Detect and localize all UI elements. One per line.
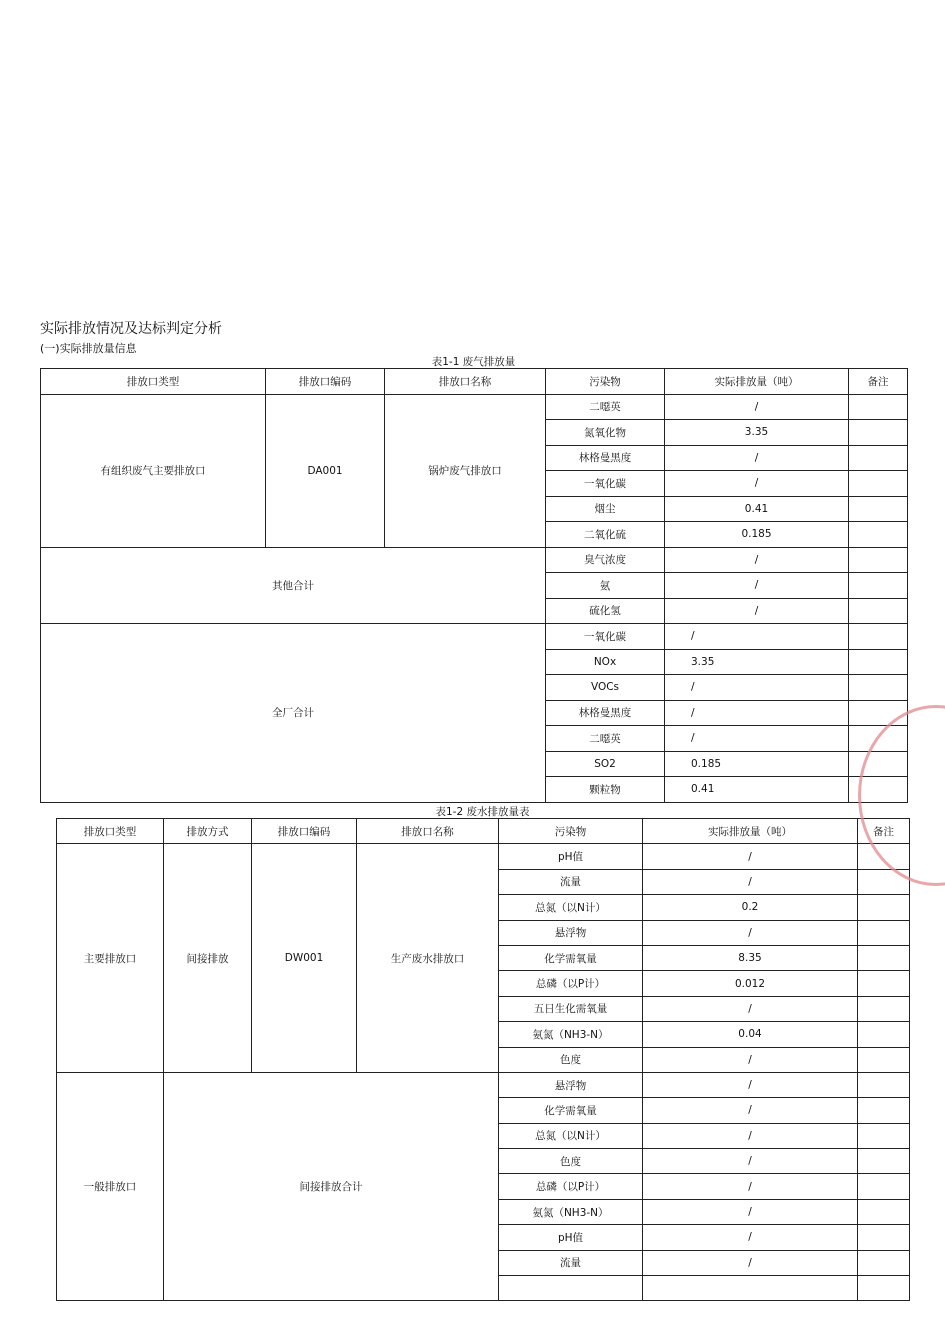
pollutant-cell: 色度 bbox=[499, 1047, 643, 1072]
wastewater-emission-table bbox=[56, 818, 910, 1301]
remark-cell bbox=[858, 945, 910, 970]
remark-cell bbox=[849, 573, 908, 599]
value-cell: / bbox=[643, 869, 858, 894]
indirect-total-label: 间接排放合计 bbox=[164, 1072, 499, 1301]
table-row bbox=[41, 624, 908, 650]
remark-cell bbox=[858, 1047, 910, 1072]
value-cell: / bbox=[643, 1123, 858, 1148]
header-cell: 排放方式 bbox=[164, 819, 252, 844]
header-cell: 实际排放量（吨） bbox=[643, 819, 858, 844]
discharge-method-cell: 间接排放 bbox=[164, 844, 252, 1073]
pollutant-cell: 二噁英 bbox=[546, 394, 665, 420]
air-table-caption: 表1-1 废气排放量 bbox=[431, 356, 516, 368]
value-cell: 0.012 bbox=[643, 971, 858, 996]
pollutant-cell: 色度 bbox=[499, 1149, 643, 1174]
value-cell: 3.35 bbox=[665, 420, 849, 446]
value-cell: / bbox=[643, 1149, 858, 1174]
value-cell: / bbox=[665, 675, 849, 701]
header-cell: 排放口名称 bbox=[357, 819, 499, 844]
pollutant-cell bbox=[499, 1276, 643, 1301]
table-row bbox=[41, 394, 908, 420]
header-cell: 污染物 bbox=[499, 819, 643, 844]
pollutant-cell: 流量 bbox=[499, 869, 643, 894]
pollutant-cell: 化学需氧量 bbox=[499, 1098, 643, 1123]
outlet-code-cell: DA001 bbox=[266, 394, 385, 547]
value-cell: 0.185 bbox=[665, 751, 849, 777]
pollutant-cell: 硫化氢 bbox=[546, 598, 665, 624]
header-cell: 排放口编码 bbox=[266, 369, 385, 395]
pollutant-cell: 总氮（以N计） bbox=[499, 895, 643, 920]
remark-cell bbox=[849, 675, 908, 701]
pollutant-cell: NOx bbox=[546, 649, 665, 675]
remark-cell bbox=[849, 471, 908, 497]
pollutant-cell: 化学需氧量 bbox=[499, 945, 643, 970]
remark-cell bbox=[858, 920, 910, 945]
header-cell: 污染物 bbox=[546, 369, 665, 395]
value-cell: / bbox=[643, 1047, 858, 1072]
table-row bbox=[41, 547, 908, 573]
value-cell: / bbox=[643, 1199, 858, 1224]
remark-cell bbox=[858, 1250, 910, 1275]
value-cell: / bbox=[665, 471, 849, 497]
value-cell: 0.185 bbox=[665, 522, 849, 548]
remark-cell bbox=[849, 598, 908, 624]
value-cell: 3.35 bbox=[665, 649, 849, 675]
page-title: 实际排放情况及达标判定分析 bbox=[40, 321, 222, 337]
pollutant-cell: 一氧化碳 bbox=[546, 471, 665, 497]
section-subtitle: (一)实际排放量信息 bbox=[40, 342, 137, 355]
header-cell: 排放口类型 bbox=[41, 369, 266, 395]
value-cell: / bbox=[665, 445, 849, 471]
pollutant-cell: pH值 bbox=[499, 844, 643, 869]
outlet-type-cell: 有组织废气主要排放口 bbox=[41, 394, 266, 547]
pollutant-cell: SO2 bbox=[546, 751, 665, 777]
remark-cell bbox=[849, 420, 908, 446]
pollutant-cell: pH值 bbox=[499, 1225, 643, 1250]
pollutant-cell: 烟尘 bbox=[546, 496, 665, 522]
table-header-row bbox=[57, 819, 910, 844]
remark-cell bbox=[849, 624, 908, 650]
header-cell: 排放口类型 bbox=[57, 819, 164, 844]
water-table-caption: 表1-2 废水排放量表 bbox=[435, 806, 530, 818]
header-cell: 排放口名称 bbox=[385, 369, 546, 395]
pollutant-cell: 总磷（以P计） bbox=[499, 971, 643, 996]
outlet-name-cell: 生产废水排放口 bbox=[357, 844, 499, 1073]
remark-cell bbox=[849, 522, 908, 548]
value-cell: 0.2 bbox=[643, 895, 858, 920]
pollutant-cell: 二噁英 bbox=[546, 726, 665, 752]
header-cell: 备注 bbox=[858, 819, 910, 844]
remark-cell bbox=[858, 1072, 910, 1097]
pollutant-cell: VOCs bbox=[546, 675, 665, 701]
value-cell: / bbox=[643, 1225, 858, 1250]
value-cell: 0.41 bbox=[665, 496, 849, 522]
table-header-row bbox=[41, 369, 908, 395]
value-cell: 0.41 bbox=[665, 777, 849, 803]
value-cell: / bbox=[665, 394, 849, 420]
pollutant-cell: 臭气浓度 bbox=[546, 547, 665, 573]
remark-cell bbox=[849, 445, 908, 471]
air-emission-table bbox=[40, 368, 908, 803]
remark-cell bbox=[858, 1276, 910, 1301]
pollutant-cell: 颗粒物 bbox=[546, 777, 665, 803]
header-cell: 备注 bbox=[849, 369, 908, 395]
outlet-name-cell: 锅炉废气排放口 bbox=[385, 394, 546, 547]
pollutant-cell: 悬浮物 bbox=[499, 920, 643, 945]
value-cell: / bbox=[665, 726, 849, 752]
remark-cell bbox=[858, 1022, 910, 1047]
pollutant-cell: 一氧化碳 bbox=[546, 624, 665, 650]
pollutant-cell: 二氧化硫 bbox=[546, 522, 665, 548]
outlet-type-cell: 主要排放口 bbox=[57, 844, 164, 1073]
pollutant-cell: 总氮（以N计） bbox=[499, 1123, 643, 1148]
remark-cell bbox=[858, 971, 910, 996]
remark-cell bbox=[849, 394, 908, 420]
remark-cell bbox=[849, 649, 908, 675]
value-cell: / bbox=[643, 844, 858, 869]
outlet-type-cell: 一般排放口 bbox=[57, 1072, 164, 1301]
remark-cell bbox=[858, 1225, 910, 1250]
pollutant-cell: 氮氧化物 bbox=[546, 420, 665, 446]
pollutant-cell: 总磷（以P计） bbox=[499, 1174, 643, 1199]
pollutant-cell: 氨氮（NH3-N） bbox=[499, 1022, 643, 1047]
header-cell: 排放口编码 bbox=[252, 819, 357, 844]
remark-cell bbox=[858, 1123, 910, 1148]
value-cell: / bbox=[665, 573, 849, 599]
value-cell: 8.35 bbox=[643, 945, 858, 970]
value-cell: / bbox=[643, 1174, 858, 1199]
value-cell: / bbox=[643, 920, 858, 945]
value-cell: / bbox=[643, 996, 858, 1021]
pollutant-cell: 氨氮（NH3-N） bbox=[499, 1199, 643, 1224]
remark-cell bbox=[858, 1199, 910, 1224]
plant-total-label: 全厂合计 bbox=[41, 624, 546, 803]
pollutant-cell: 五日生化需氧量 bbox=[499, 996, 643, 1021]
value-cell: / bbox=[665, 547, 849, 573]
value-cell: / bbox=[643, 1098, 858, 1123]
pollutant-cell: 悬浮物 bbox=[499, 1072, 643, 1097]
other-total-label: 其他合计 bbox=[41, 547, 546, 624]
value-cell bbox=[643, 1276, 858, 1301]
header-cell: 实际排放量（吨） bbox=[665, 369, 849, 395]
value-cell: / bbox=[665, 598, 849, 624]
remark-cell bbox=[858, 1098, 910, 1123]
outlet-code-cell: DW001 bbox=[252, 844, 357, 1073]
value-cell: 0.04 bbox=[643, 1022, 858, 1047]
table-row bbox=[57, 1072, 910, 1097]
remark-cell bbox=[849, 496, 908, 522]
pollutant-cell: 氨 bbox=[546, 573, 665, 599]
remark-cell bbox=[858, 1174, 910, 1199]
pollutant-cell: 林格曼黑度 bbox=[546, 445, 665, 471]
remark-cell bbox=[858, 895, 910, 920]
table-row bbox=[57, 844, 910, 869]
remark-cell bbox=[858, 996, 910, 1021]
value-cell: / bbox=[643, 1250, 858, 1275]
pollutant-cell: 林格曼黑度 bbox=[546, 700, 665, 726]
remark-cell bbox=[849, 547, 908, 573]
value-cell: / bbox=[665, 624, 849, 650]
remark-cell bbox=[858, 1149, 910, 1174]
value-cell: / bbox=[665, 700, 849, 726]
pollutant-cell: 流量 bbox=[499, 1250, 643, 1275]
value-cell: / bbox=[643, 1072, 858, 1097]
